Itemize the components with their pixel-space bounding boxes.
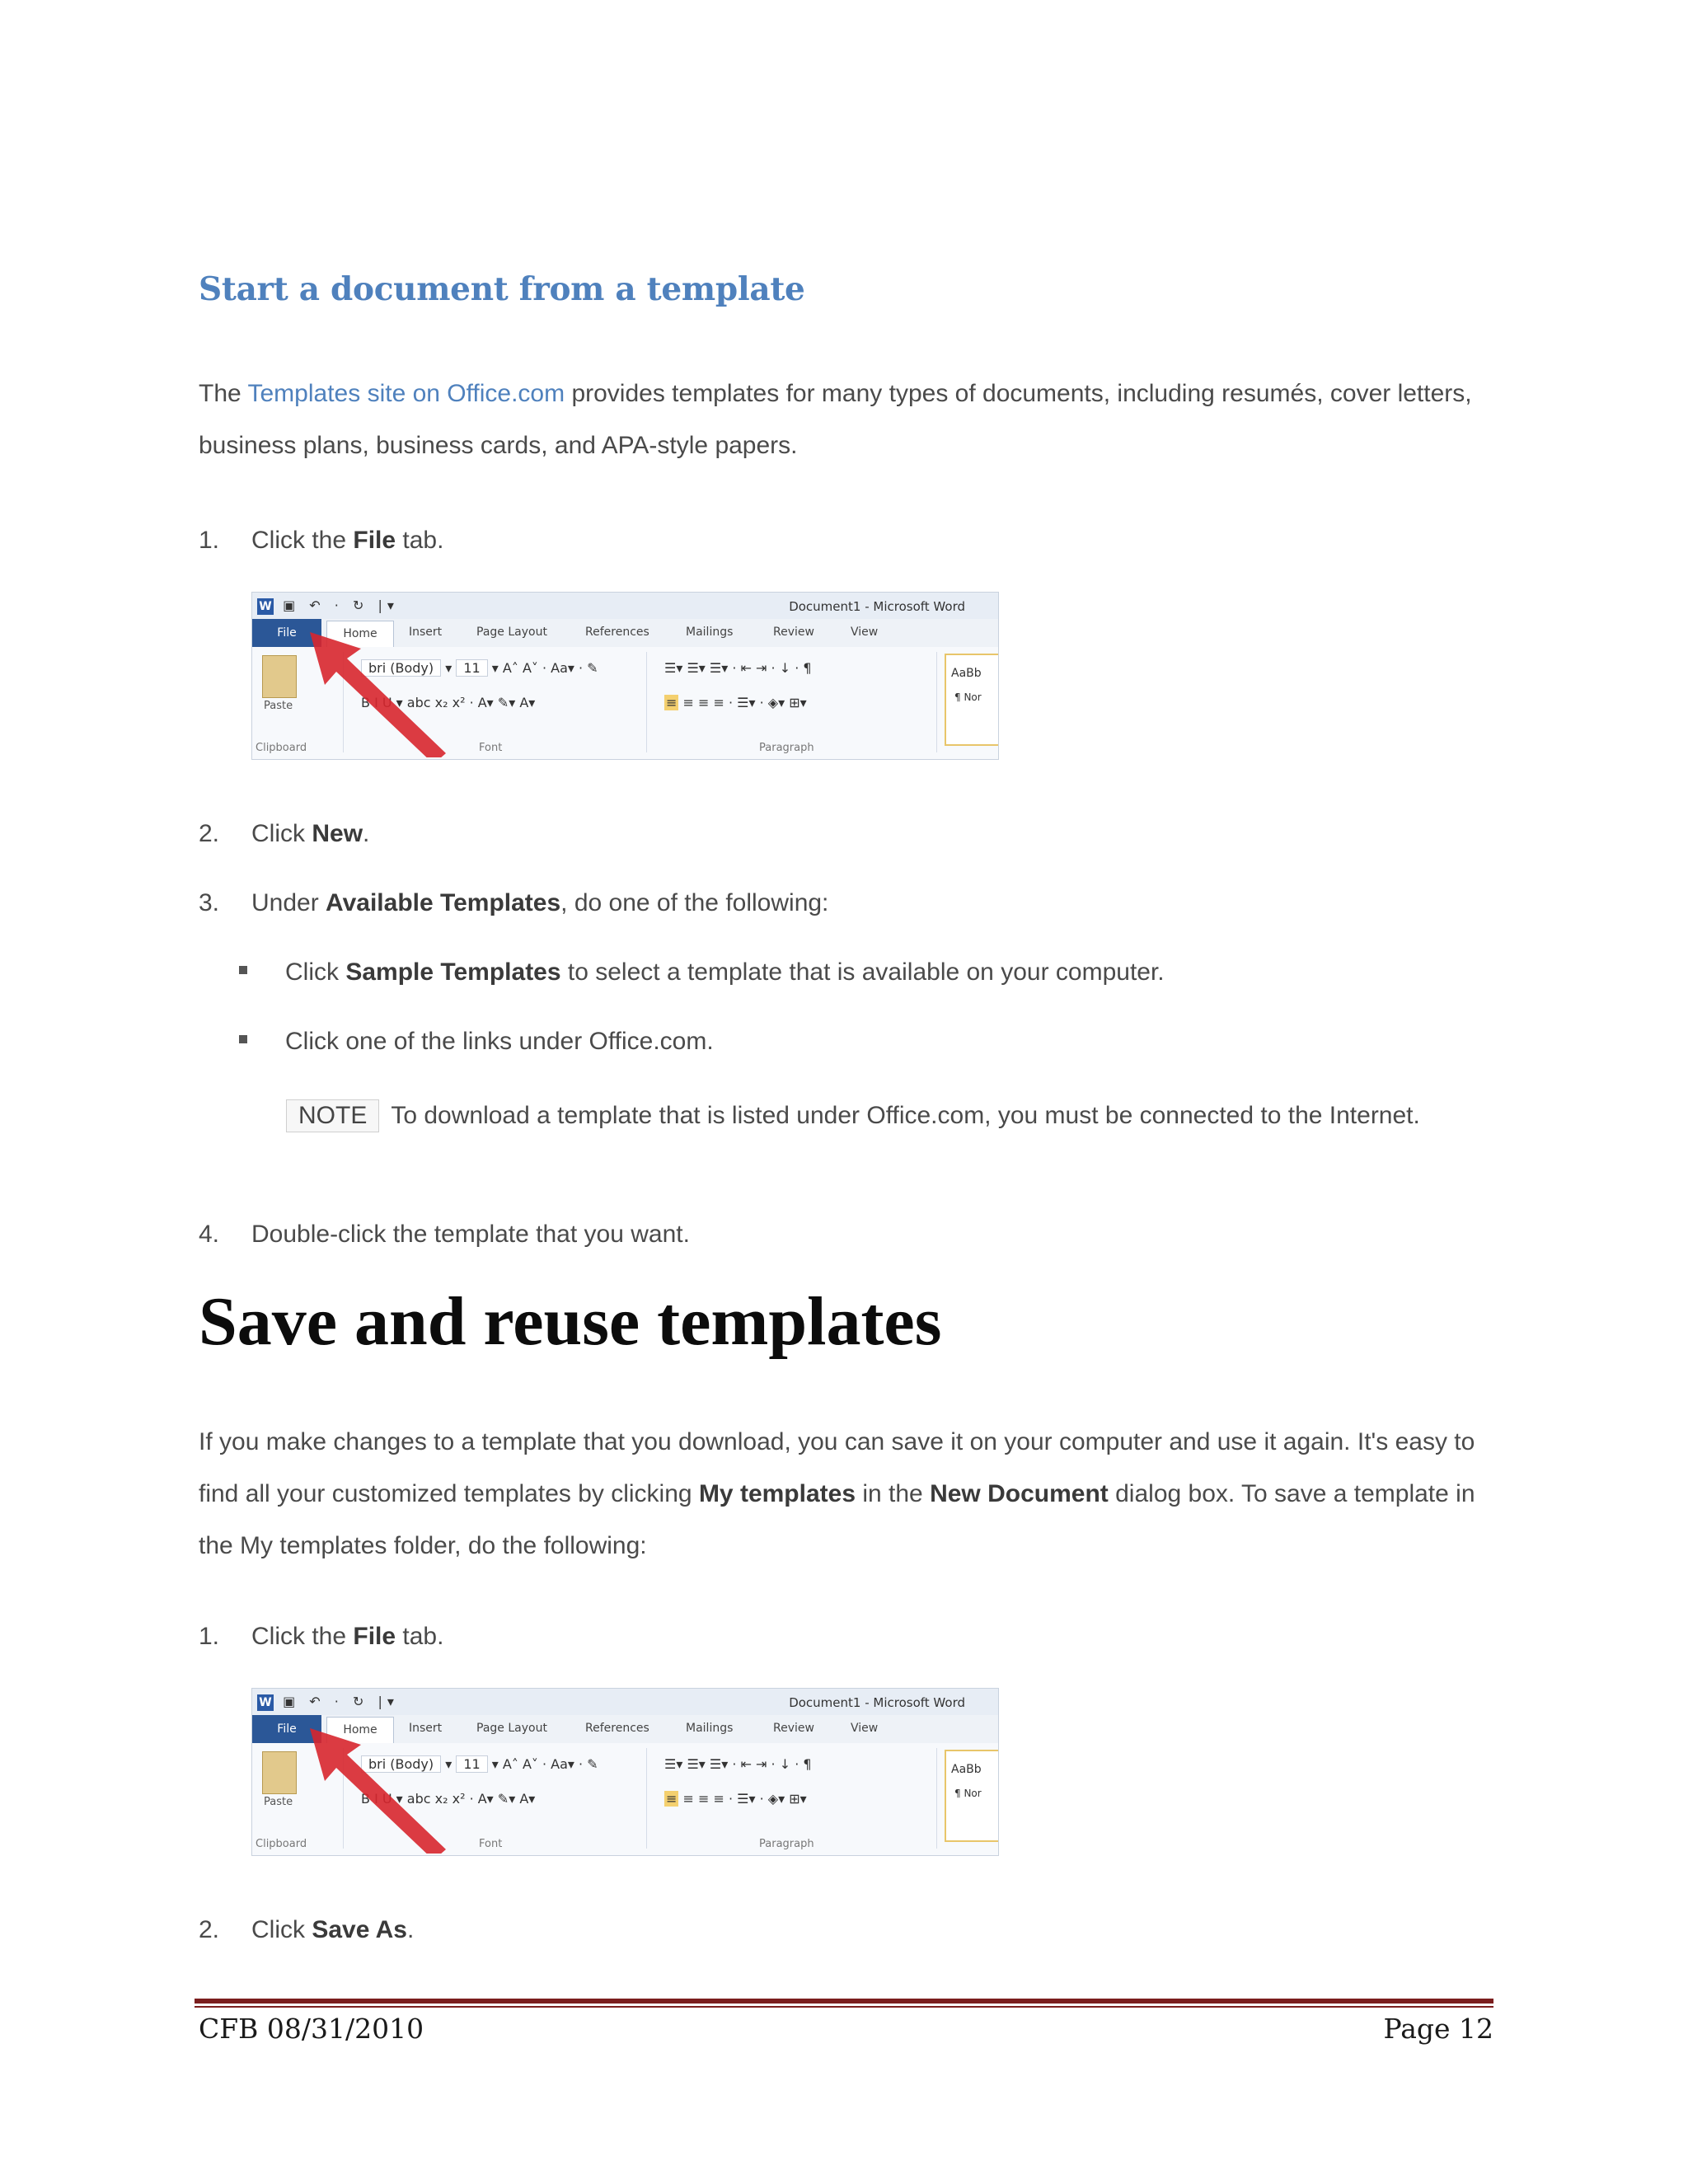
font-size-select[interactable]: 11	[456, 1755, 487, 1773]
save-paragraph: If you make changes to a template that you download, you can save it on your computer and use it again. It's easy to find all your customized templates by clicking My templates in the New Document dialog box. To save a template in the My templates folder, do the following:	[199, 1428, 1475, 1559]
font-name-select[interactable]: bri (Body)	[361, 659, 441, 677]
title-bar	[252, 1689, 998, 1715]
ribbon-screenshot	[251, 592, 999, 760]
tab-file[interactable]: File	[252, 1715, 321, 1743]
paste-label: Paste	[264, 1796, 293, 1808]
style-gallery[interactable]	[945, 654, 999, 746]
format-row: B I U ▾ abc x₂ x² · A▾ ✎▾ A▾	[361, 695, 536, 710]
tab-page-layout[interactable]: Page Layout	[476, 626, 547, 639]
note-callout	[286, 1088, 1440, 1144]
red-arrow-icon	[302, 1722, 450, 1854]
tab-home[interactable]: Home	[326, 621, 394, 648]
footer-page-number: Page 12	[1383, 2013, 1493, 2045]
tab-view[interactable]: View	[851, 626, 879, 639]
font-row: bri (Body) ▾ 11 ▾ A˄ A˅ · Aa▾ · ✎	[361, 660, 598, 676]
paste-label: Paste	[264, 700, 293, 712]
tab-references[interactable]: References	[585, 1722, 649, 1735]
paste-icon[interactable]	[262, 655, 297, 698]
main-heading: Save and reuse templates	[199, 1283, 942, 1360]
word-logo-icon: W	[257, 1694, 274, 1711]
group-separator	[936, 652, 937, 752]
font-name-select[interactable]: bri (Body)	[361, 1755, 441, 1773]
style-preview: AaBb	[951, 1763, 982, 1776]
paragraph-row-1: ☰▾ ☰▾ ☰▾ · ⇤ ⇥ · ↓ · ¶	[664, 1756, 812, 1772]
group-label-font: Font	[479, 1838, 503, 1850]
step-3: 3. Under Available Templates, do one of the following:	[199, 889, 829, 916]
format-row: B I U ▾ abc x₂ x² · A▾ ✎▾ A▾	[361, 1791, 536, 1807]
window-title: Document1 - Microsoft Word	[789, 1695, 965, 1710]
footer-date: CFB 08/31/2010	[199, 2013, 424, 2045]
word-logo-icon: W	[257, 598, 274, 615]
intro-paragraph: The Templates site on Office.com provides templates for many types of documents, including resumés, cover letters, business plans, business cards, and APA-style papers.	[199, 380, 1472, 459]
style-name: ¶ Nor	[954, 691, 982, 703]
tab-mailings[interactable]: Mailings	[686, 1722, 734, 1735]
group-label-clipboard: Clipboard	[256, 742, 307, 754]
tab-insert[interactable]: Insert	[409, 626, 443, 639]
footer-rule	[195, 1999, 1493, 2004]
style-gallery[interactable]	[945, 1750, 999, 1842]
tab-home[interactable]: Home	[326, 1717, 394, 1744]
tab-references[interactable]: References	[585, 626, 649, 639]
font-row: bri (Body) ▾ 11 ▾ A˄ A˅ · Aa▾ · ✎	[361, 1756, 598, 1772]
paste-icon[interactable]	[262, 1751, 297, 1794]
style-name: ¶ Nor	[954, 1788, 982, 1799]
bullet-square-icon	[239, 966, 247, 974]
quick-access-toolbar: W ▣ ↶ · ↻ |▾	[257, 598, 399, 615]
group-label-font: Font	[479, 742, 503, 754]
paragraph-row-2: ≡ ≡ ≡ ≡ · ☰▾ · ◈▾ ⊞▾	[666, 1791, 807, 1807]
save-step-2: 2. Click Save As.	[199, 1916, 415, 1943]
title-bar	[252, 593, 998, 619]
tab-mailings[interactable]: Mailings	[686, 626, 734, 639]
section-heading: Start a document from a template	[199, 270, 805, 308]
tab-file[interactable]: File	[252, 619, 321, 647]
quick-access-toolbar: W ▣ ↶ · ↻ |▾	[257, 1694, 399, 1711]
bullet-2: Click one of the links under Office.com.	[239, 1025, 714, 1058]
bullet-square-icon	[239, 1035, 247, 1043]
group-label-paragraph: Paragraph	[759, 742, 814, 754]
paragraph-row-1: ☰▾ ☰▾ ☰▾ · ⇤ ⇥ · ↓ · ¶	[664, 660, 812, 676]
save-step-1: 1. Click the File tab.	[199, 1623, 444, 1650]
group-separator	[646, 1748, 647, 1849]
tab-review[interactable]: Review	[773, 1722, 814, 1735]
tab-page-layout[interactable]: Page Layout	[476, 1722, 547, 1735]
group-label-clipboard: Clipboard	[256, 1838, 307, 1850]
tab-insert[interactable]: Insert	[409, 1722, 443, 1735]
note-tag: NOTE	[286, 1099, 379, 1132]
ribbon-screenshot	[251, 1688, 999, 1856]
step-1: 1. Click the File tab.	[199, 527, 444, 554]
tab-review[interactable]: Review	[773, 626, 814, 639]
red-arrow-icon	[302, 626, 450, 757]
group-separator	[646, 652, 647, 752]
tab-view[interactable]: View	[851, 1722, 879, 1735]
step-4: 4. Double-click the template that you want.	[199, 1221, 690, 1248]
paragraph-row-2: ≡ ≡ ≡ ≡ · ☰▾ · ◈▾ ⊞▾	[666, 695, 807, 710]
note-text: To download a template that is listed under Office.com, you must be connected to the Internet.	[391, 1102, 1420, 1129]
group-label-paragraph: Paragraph	[759, 1838, 814, 1850]
group-separator	[936, 1748, 937, 1849]
font-size-select[interactable]: 11	[456, 659, 487, 677]
bullet-1: Click Sample Templates to select a template that is available on your computer.	[239, 956, 1165, 989]
step-2: 2. Click New.	[199, 820, 370, 847]
templates-site-link[interactable]: Templates site on Office.com	[247, 380, 565, 407]
window-title: Document1 - Microsoft Word	[789, 599, 965, 614]
style-preview: AaBb	[951, 667, 982, 680]
footer-rule	[195, 2006, 1493, 2008]
